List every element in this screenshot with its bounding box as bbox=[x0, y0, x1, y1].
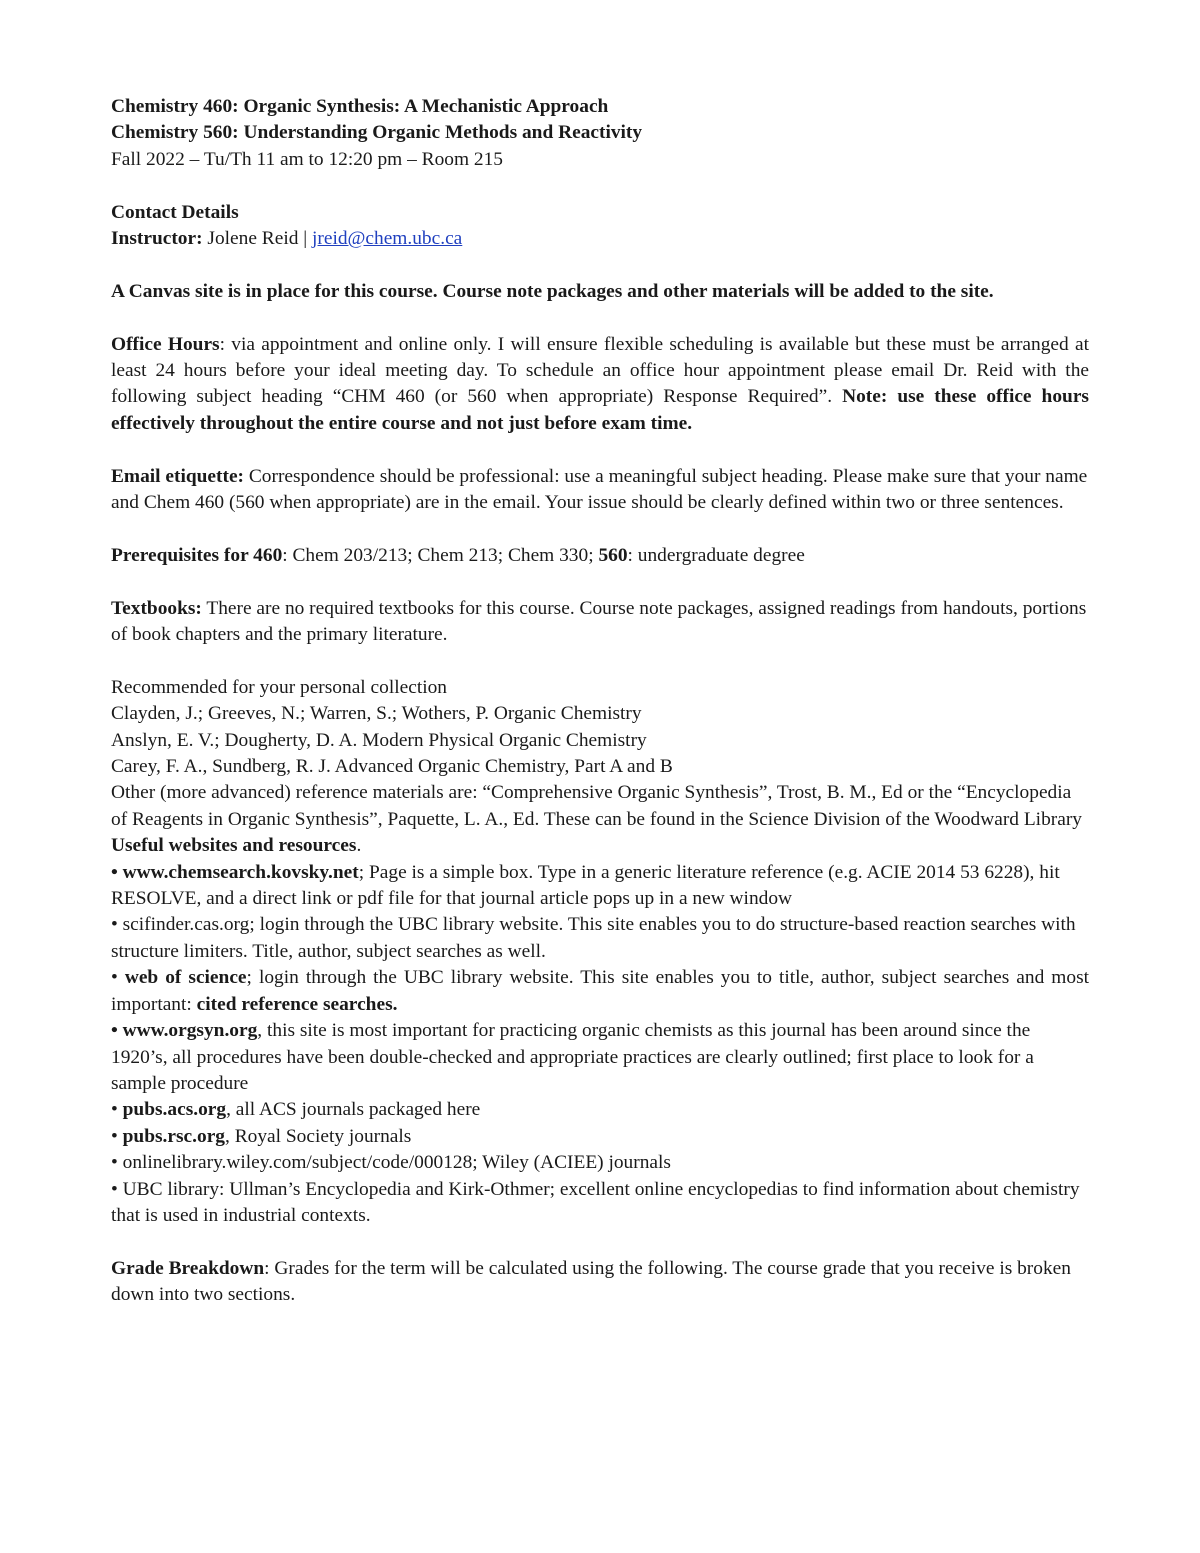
other-references: Other (more advanced) reference materials are: “Comprehensive Organic Synthesis”, Trost, B. M., Ed or the “Encyclopedia of Reagents in Organic Synthesis”, Paquette, L. A., Ed. These can be found in the Science Division of the Woodward Library bbox=[111, 782, 1082, 830]
textbooks-paragraph: Textbooks: There are no required textbooks for this course. Course note packages, assigned readings from handouts, portions of book chapters and the primary literature. bbox=[111, 597, 1087, 646]
resource-web-of-science: • web of science; login through the UBC library website. This site enables you to title, author, subject searches and most important: cited reference searches. bbox=[111, 967, 1089, 1015]
book-item: Carey, F. A., Sundberg, R. J. Advanced Organic Chemistry, Part A and B bbox=[111, 756, 673, 778]
grade-breakdown-paragraph: Grade Breakdown: Grades for the term will be calculated using the following. The course grade that you receive is broken down into two sections. bbox=[111, 1257, 1071, 1306]
resource-rsc: • pubs.rsc.org, Royal Society journals bbox=[111, 1125, 412, 1147]
course-title-560: Chemistry 560: Understanding Organic Methods and Reactivity bbox=[111, 122, 643, 144]
resources-heading: Useful websites and resources. bbox=[111, 835, 362, 857]
resource-scifinder: • scifinder.cas.org; login through the UBC library website. This site enables you to do structure-based reaction searches with structure limiters. Title, author, subject searches as well. bbox=[111, 914, 1076, 962]
email-etiquette-paragraph: Email etiquette: Correspondence should be professional: use a meaningful subject heading. Please make sure that your name and Chem 460 (560 when appropriate) are in the email. Your issue should be clearly defined within two or three sentences. bbox=[111, 465, 1088, 514]
prerequisites-paragraph: Prerequisites for 460: Chem 203/213; Chem 213; Chem 330; 560: undergraduate degree bbox=[111, 544, 805, 566]
instructor-line: Instructor: Jolene Reid | jreid@chem.ubc.ca bbox=[111, 228, 463, 250]
instructor-email-link[interactable]: jreid@chem.ubc.ca bbox=[312, 228, 463, 250]
book-item: Clayden, J.; Greeves, N.; Warren, S.; Wothers, P. Organic Chemistry bbox=[111, 703, 642, 725]
course-schedule: Fall 2022 – Tu/Th 11 am to 12:20 pm – Room 215 bbox=[111, 148, 503, 170]
office-hours-paragraph: Office Hours: via appointment and online only. I will ensure flexible scheduling is available but these must be arranged at least 24 hours before your ideal meeting day. To schedule an office hour appointment please email Dr. Reid with the following subject heading “CHM 460 (or 560 when appropriate) Response Required”. Note: use these office hours effectively throughout the entire course and not just before exam time. bbox=[111, 333, 1089, 434]
syllabus-page bbox=[111, 94, 1089, 1309]
resource-ubc-library: • UBC library: Ullman’s Encyclopedia and Kirk-Othmer; excellent online encyclopedias to find information about chemistry that is used in industrial contexts. bbox=[111, 1178, 1080, 1226]
resource-chemsearch: • www.chemsearch.kovsky.net; Page is a simple box. Type in a generic literature reference (e.g. ACIE 2014 53 6228), hit RESOLVE, and a direct link or pdf file for that journal article pops up in a new window bbox=[111, 861, 1060, 910]
contact-heading: Contact Details bbox=[111, 201, 239, 223]
resource-orgsyn: • www.orgsyn.org, this site is most important for practicing organic chemists as this journal has been around since the 1920’s, all procedures have been double-checked and appropriate practices are clearly outlined; first place to look for a sample procedure bbox=[111, 1020, 1034, 1094]
course-title-460: Chemistry 460: Organic Synthesis: A Mechanistic Approach bbox=[111, 96, 609, 117]
resource-wiley: • onlinelibrary.wiley.com/subject/code/000128; Wiley (ACIEE) journals bbox=[111, 1152, 671, 1174]
book-item: Anslyn, E. V.; Dougherty, D. A. Modern Physical Organic Chemistry bbox=[111, 729, 647, 751]
resource-acs: • pubs.acs.org, all ACS journals packaged here bbox=[111, 1099, 481, 1121]
canvas-notice: A Canvas site is in place for this course. Course note packages and other materials will be added to the site. bbox=[111, 280, 994, 302]
recommended-heading: Recommended for your personal collection bbox=[111, 676, 447, 698]
